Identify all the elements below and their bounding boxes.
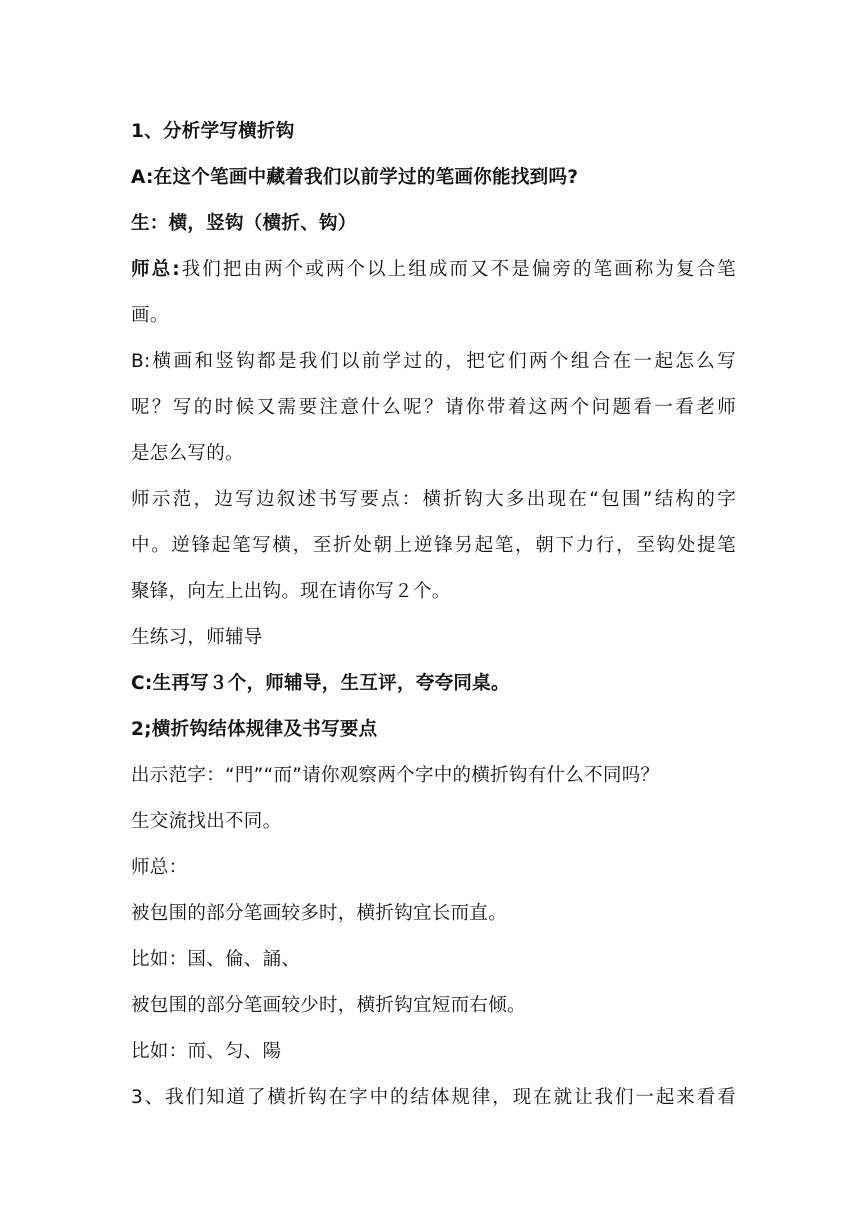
section-3-line: 3、我们知道了横折钩在字中的结体规律，现在就让我们一起来看看 (131, 1087, 736, 1108)
teacher-summary-line-2: 画。 (131, 305, 169, 326)
question-a: A:在这个笔画中藏着我们以前学过的笔画你能找到吗? (131, 167, 579, 188)
teacher-summary-label: 师总: (131, 259, 180, 280)
student-answer: 生：横，竖钩（横折、钩） (131, 213, 357, 234)
question-b-line-3: 是怎么写的。 (131, 443, 244, 464)
example-chars-line: 出示范字：“門”“而”请你观察两个字中的横折钩有什么不同吗？ (131, 765, 660, 786)
teacher-summary-text: 我们把由两个或两个以上组成而又不是偏旁的笔画称为复合笔 (179, 259, 736, 280)
demo-line-3: 聚锋，向左上出钩。现在请你写２个。 (131, 581, 451, 602)
section-heading-2: 2;横折钩结体规律及书写要点 (131, 719, 378, 740)
rule-line-2: 被包围的部分笔画较少时，横折钩宜短而右倾。 (131, 995, 526, 1016)
demo-line-2: 中。逆锋起笔写横，至折处朝上逆锋另起笔，朝下力行，至钩处提笔 (131, 535, 736, 556)
teacher-summary-line-1 (131, 247, 736, 293)
question-b-line-2: 呢？写的时候又需要注意什么呢？请你带着这两个问题看一看老师 (131, 397, 736, 418)
student-discuss-line: 生交流找出不同。 (131, 811, 282, 832)
practice-line: 生练习，师辅导 (131, 627, 263, 648)
demo-line-1: 师示范，边写边叙述书写要点：横折钩大多出现在“包围”结构的字 (131, 489, 736, 510)
question-c: C:生再写３个，师辅导，生互评，夸夸同桌。 (131, 673, 510, 694)
section-heading-1: 1、分析学写横折钩 (131, 121, 295, 142)
example-line-2: 比如：而、匀、陽 (131, 1041, 282, 1062)
example-line-1: 比如：国、倫、誦、 (131, 949, 301, 970)
rule-line-1: 被包围的部分笔画较多时，横折钩宜长而直。 (131, 903, 508, 924)
question-b-line-1: B:横画和竖钩都是我们以前学过的，把它们两个组合在一起怎么写 (131, 351, 736, 372)
teacher-summary-2: 师总： (131, 857, 188, 878)
document-body (131, 109, 736, 1121)
